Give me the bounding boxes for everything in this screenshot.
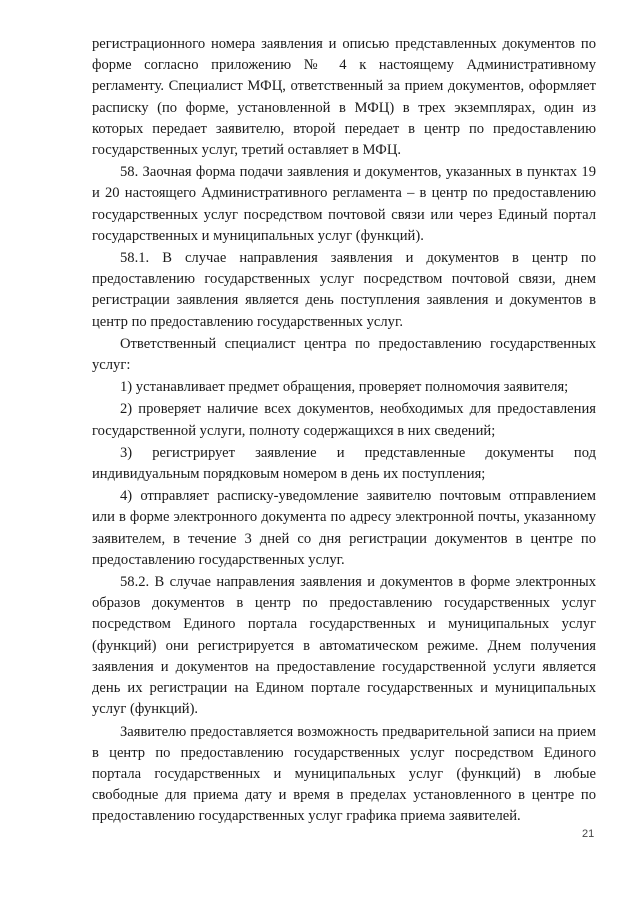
paragraph-responsible-specialist: Ответственный специалист центра по предоставлению государственных услуг: (92, 335, 596, 374)
paragraph-58-2: 58.2. В случае направления заявления и документов в форме электронных образов документов в центр по предоставлению государственных услуг посредством Единого портала государственных и муниципальных услуг (функций) они регистрируется в автоматическом режиме. Днем получения заявления и документов на предоставление государственной услуги является день их регистрации на Едином портале государственных и муниципальных услуг (функций). (92, 574, 596, 718)
list-item-1: 1) устанавливает предмет обращения, проверяет полномочия заявителя; (120, 379, 569, 396)
list-item-2: 2) проверяет наличие всех документов, необходимых для предоставления государственной услуги, полноту содержащихся в них сведений; (92, 401, 596, 439)
list-item-4: 4) отправляет расписку-уведомление заявителю почтовым отправлением или в форме электронного документа по адресу электронной почты, указанному заявителем, в течение 3 дней со дня регистрации документов в центре по предоставлению государственных услуг. (92, 488, 596, 568)
paragraph-58-1: 58.1. В случае направления заявления и документов в центр по предоставлению государственных услуг посредством почтовой связи, днем регистрации заявления является день поступления заявления и документов в центр по предоставлению государственных услуг. (92, 250, 596, 330)
list-item-3: 3) регистрирует заявление и представленные документы под индивидуальным порядковым номером в день их поступления; (92, 444, 596, 483)
document-page (92, 34, 596, 828)
page-number: 21 (582, 828, 595, 840)
paragraph-continuation: регистрационного номера заявления и описью представленных документов по форме согласно приложению № 4 к настоящему Административному регламенту. Специалист МФЦ, ответственный за прием документов, оформляет расписку (по форме, установленной в МФЦ) в трех экземплярах, один из которых передает заявителю, второй передает в центр по предоставлению государственных услуг, третий оставляет в МФЦ. (92, 36, 596, 159)
paragraph-appointment: Заявителю предоставляется возможность предварительной записи на прием в центр по предоставлению государственных услуг посредством Единого портала государственных и муниципальных услуг (функций) в любые свободные для приема дату и время в пределах установленного в центре по предоставлению государственных услуг графика приема заявителей. (92, 723, 596, 825)
paragraph-58: 58. Заочная форма подачи заявления и документов, указанных в пунктах 19 и 20 настоящего Административного регламента – в центр по предоставлению государственных услуг посредством почтовой связи или через Единый портал государственных и муниципальных услуг (функций). (92, 164, 596, 244)
